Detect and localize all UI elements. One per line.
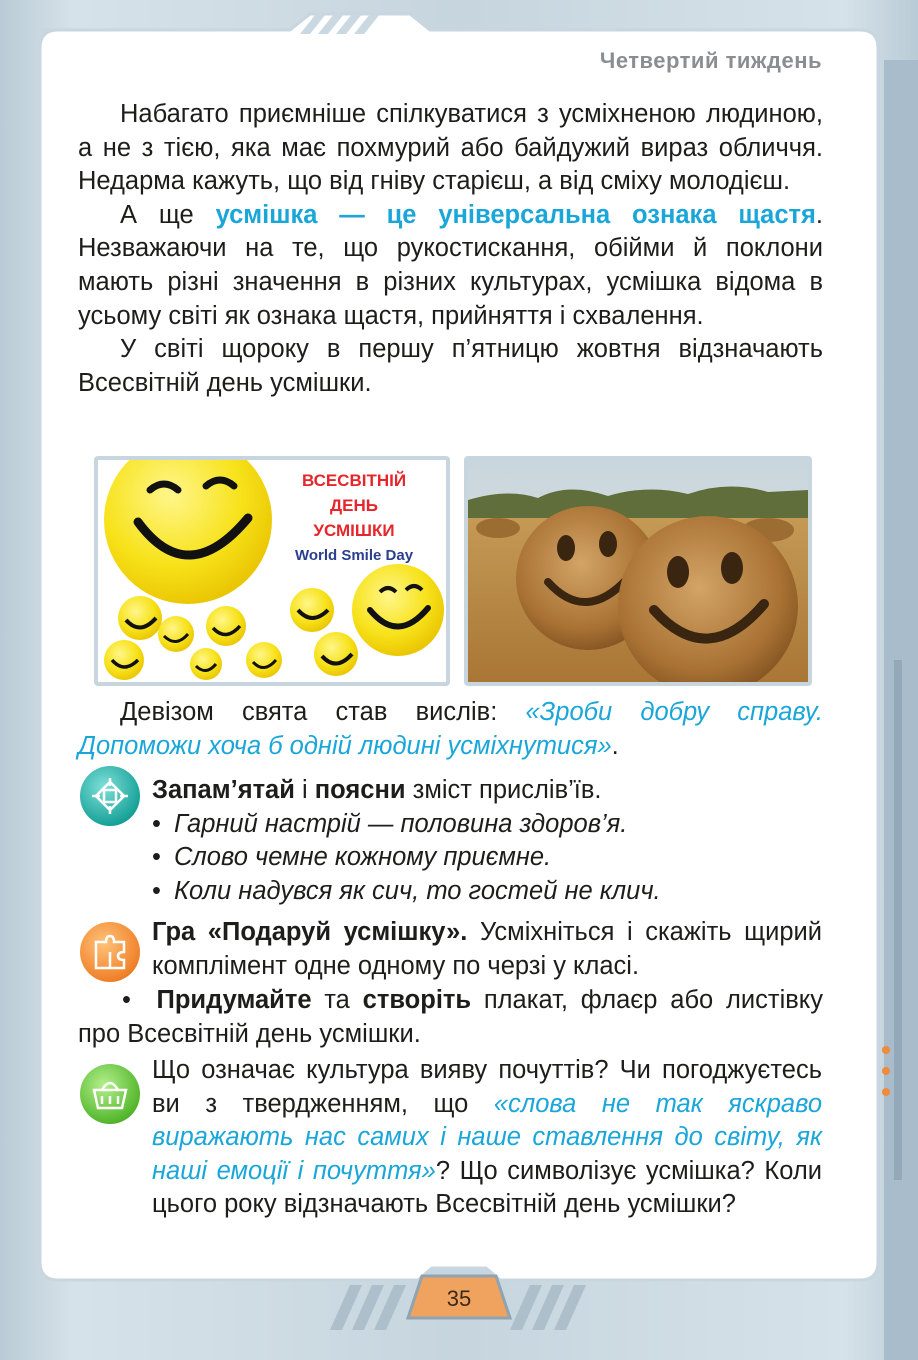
ornament-icon (80, 766, 140, 826)
hay-bale-smileys-photo (464, 456, 812, 686)
proverb-1: • Гарний настрій — половина здоров’я. (152, 809, 628, 838)
paragraph-4: Девізом свята став вислів: «Зроби добру справу. Допоможи хоча б одній людині усміхнутися». (78, 698, 823, 760)
world-smile-day-poster (94, 456, 450, 686)
poster-subtitle: World Smile Day (294, 547, 414, 564)
chapter-title: Четвертий тиждень (599, 48, 822, 73)
task-game: Гра «Подаруй усмішку». Усміхніться і скажіть щирий комплімент одне одному по черзі у класі. (152, 918, 822, 980)
highlight-phrase: усмішка — це універсальна ознака щастя (215, 200, 816, 229)
task-discussion: Що означає культура вияву почуттів? Чи погоджуєтесь ви з твердженням, що «слова не так яскраво виражають нас самих і наше ставлення до світу, як наші емоції і почуття»? Що символізує усмішка? Коли цього року відзначають Всесвітній день усмішки? (152, 1056, 823, 1219)
task-create: • Придумайте та створіть плакат, флаєр або листівку про Всесвітній день усмішки. (78, 986, 823, 1048)
paragraph-2: А ще усмішка — це універсальна ознака щастя. Незважаючи на те, що рукостискання, обійми й поклони мають різні значення в різних культурах, усмішка відома в усьому світі як ознака щастя, прийняття і схвалення. (78, 200, 823, 330)
motto-quote: «Зроби добру справу. Допоможи хоча б одній людині усміхнутися» (78, 698, 823, 760)
discussion-quote: «слова не так яскраво виражають нас самих і наше ставлення до світу, як наші емоції і почуття» (152, 1089, 823, 1185)
puzzle-icon (80, 922, 140, 982)
task-remember (152, 774, 822, 908)
basket-glyph (80, 1064, 140, 1124)
puzzle-glyph (80, 922, 140, 982)
proverb-2: • Слово чемне кожному приємне. (152, 843, 552, 872)
page-number: 35 (446, 1286, 472, 1311)
proverb-3: • Коли надувся як сич, то гостей не клич. (152, 876, 661, 905)
paragraph-1: Набагато приємніше спілкуватися з усміхненою людиною, а не з тією, яка має похмурий або байдужий вираз обличчя. Недарма кажуть, що від гніву старієш, а від сміху молодієш. (78, 100, 823, 196)
hay-bales-illustration (468, 460, 808, 682)
task-remember-heading: Запам’ятай і поясни зміст прислів’їв. (152, 776, 602, 804)
ornament-glyph (80, 766, 140, 826)
intro-text (78, 98, 823, 400)
poster-title: ВСЕСВІТНІЙ ДЕНЬ УСМІШКИ World Smile Day (274, 468, 434, 568)
motto-text (78, 696, 823, 763)
basket-icon (80, 1064, 140, 1124)
paragraph-3: У світі щороку в першу п’ятницю жовтня відзначають Всесвітній день усмішки. (78, 335, 823, 397)
game-title: Гра «Подаруй усмішку». (152, 918, 468, 946)
